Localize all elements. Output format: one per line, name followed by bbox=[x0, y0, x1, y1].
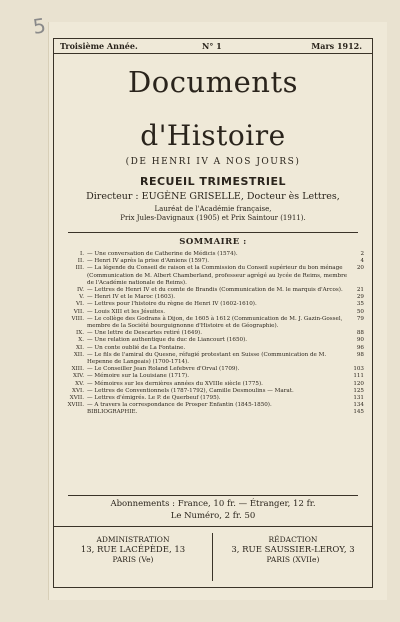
issue-header bbox=[54, 39, 372, 54]
toc-number: I. bbox=[80, 251, 84, 257]
toc-row bbox=[64, 381, 364, 388]
toc-number: IX. bbox=[76, 330, 84, 337]
toc-number: II. bbox=[77, 258, 84, 265]
toc-page: 111 bbox=[353, 373, 364, 380]
toc-number: VIII. bbox=[71, 315, 84, 322]
divider bbox=[54, 526, 372, 527]
toc-number: VI. bbox=[75, 301, 84, 308]
toc-page: 21 bbox=[356, 287, 364, 294]
toc-page: 90 bbox=[356, 337, 364, 344]
toc-row bbox=[64, 402, 364, 409]
sommaire-title: SOMMAIRE : bbox=[179, 237, 247, 247]
toc-title: — Un conte oublié de La Fontaine. bbox=[87, 344, 186, 351]
toc-row bbox=[64, 337, 364, 344]
administration-city: PARIS (Ve) bbox=[112, 555, 154, 564]
toc-page: 20 bbox=[356, 265, 364, 272]
toc-title: — Le collège des Godrans à Dijon, de 1605 à 1612 (Communication de M. J. Gazin-Gossel, membre de la Société bourguignonne d'Histoire et de Géographie). bbox=[87, 315, 343, 330]
toc-page: 134 bbox=[353, 402, 364, 409]
toc-title: — Mémoires sur les dernières années du XVIIIe siècle (1775). bbox=[87, 380, 263, 387]
toc-title: — Henri IV et le Maroc (1603). bbox=[87, 294, 176, 301]
laureate-block bbox=[54, 205, 372, 223]
director-line: Directeur : EUGÈNE GRISELLE, Docteur ès Lettres, bbox=[86, 191, 340, 202]
toc-title: — Lettres de Henri IV et du comte de Brandis (Communication de M. le marquis d'Arcos). bbox=[87, 287, 343, 294]
redaction-title: RÉDACTION bbox=[268, 535, 318, 544]
toc-number: XVI. bbox=[71, 387, 84, 394]
toc-title: — Le fils de l'amiral du Quesne, réfugié protestant en Suisse (Communication de M. Hepenne de Langeais) (1700-1714). bbox=[87, 351, 327, 366]
subscription-prices: Abonnements : France, 10 fr. — Étranger, 12 fr. bbox=[110, 499, 316, 509]
toc-number: XII. bbox=[73, 351, 84, 358]
laureate-line-2: Prix Jules-Davignaux (1905) et Prix Saintour (1911). bbox=[120, 214, 306, 222]
toc-page: 103 bbox=[353, 366, 364, 373]
toc-title: — Une relation authentique du duc de Liancourt (1650). bbox=[87, 337, 248, 344]
divider bbox=[68, 495, 358, 496]
toc-row bbox=[64, 373, 364, 380]
toc-title: — Lettres pour l'histoire du règne de Henri IV (1602-1610). bbox=[87, 301, 257, 308]
redaction-address bbox=[214, 535, 372, 565]
toc-title: — Une lettre de Descartes retiré (1649). bbox=[87, 330, 202, 337]
recueil-label: RECUEIL TRIMESTRIEL bbox=[140, 175, 286, 188]
subtitle: (DE HENRI IV A NOS JOURS) bbox=[125, 157, 301, 167]
toc-number: XIII. bbox=[71, 366, 84, 373]
cover-frame bbox=[53, 38, 373, 588]
toc-page: 35 bbox=[356, 301, 364, 308]
toc-title: — Une conversation de Catherine de Médicis (1574). bbox=[87, 251, 238, 257]
toc-title: — A travers la correspondance de Prosper Enfantin (1845-1850). bbox=[87, 402, 272, 409]
toc-row bbox=[64, 301, 364, 308]
handwritten-mark: 5 bbox=[31, 13, 48, 39]
toc-number: V. bbox=[79, 294, 84, 301]
redaction-street: 3, RUE SAUSSIER-LEROY, 3 bbox=[231, 545, 355, 555]
toc-row bbox=[64, 352, 364, 366]
issue-year: Troisième Année. bbox=[60, 41, 138, 51]
toc-page: 98 bbox=[356, 351, 364, 358]
administration-street: 13, RUE LACÉPÈDE, 13 bbox=[80, 545, 186, 555]
title-documents: Documents bbox=[127, 65, 298, 99]
toc-page: 120 bbox=[353, 380, 364, 387]
address-divider bbox=[212, 533, 213, 581]
toc-title: — Lettres d'émigrés. Le P. de Querbeuf (1795). bbox=[87, 395, 221, 402]
toc-number: XIV. bbox=[72, 373, 84, 380]
toc-number: XVIII. bbox=[67, 402, 84, 409]
toc-page: 88 bbox=[356, 330, 364, 337]
toc-number: XV. bbox=[75, 380, 84, 387]
toc-page: 4 bbox=[360, 258, 364, 265]
toc-title: — Lettres de Conventionnels (1787-1792), Camille Desmoulins — Marat. bbox=[87, 387, 294, 394]
toc-title: — Mémoire sur la Louisiane (1717). bbox=[87, 373, 189, 380]
toc-number: III. bbox=[75, 265, 84, 272]
table-of-contents bbox=[64, 251, 364, 417]
toc-row bbox=[64, 345, 364, 352]
title-histoire: d'Histoire bbox=[140, 119, 286, 152]
toc-row bbox=[64, 309, 364, 316]
toc-number: XVII. bbox=[69, 395, 84, 402]
toc-page: 50 bbox=[356, 308, 364, 315]
toc-title: — Henri IV après la prise d'Amiens (1597). bbox=[87, 258, 210, 265]
laureate-line-1: Lauréat de l'Académie française, bbox=[154, 205, 272, 213]
toc-title: — Le Conseiller Jean Roland Lefebvre d'Orval (1709). bbox=[87, 366, 240, 373]
toc-title: — La légende du Conseil de raison et la Commission du Conseil supérieur du bon ménage (Communication de M. Albert Chamberland, professeur agrégé au lycée de Reims, membre de l'Académie nationale de Reims). bbox=[87, 265, 348, 286]
toc-page: 29 bbox=[356, 294, 364, 301]
administration-title: ADMINISTRATION bbox=[96, 535, 170, 544]
toc-page: 125 bbox=[353, 387, 364, 394]
toc-row bbox=[64, 265, 364, 287]
toc-page: 79 bbox=[356, 315, 364, 322]
toc-page: 2 bbox=[360, 251, 364, 257]
toc-number: IV. bbox=[76, 287, 84, 294]
toc-row bbox=[64, 316, 364, 330]
issue-number: N° 1 bbox=[202, 41, 222, 51]
issue-date: Mars 1912. bbox=[311, 41, 362, 51]
issue-price: Le Numéro, 2 fr. 50 bbox=[170, 511, 256, 521]
toc-page: 131 bbox=[353, 395, 364, 402]
redaction-city: PARIS (XVIIe) bbox=[266, 555, 320, 564]
toc-title: — Louis XIII et les Jésuites. bbox=[87, 308, 165, 315]
toc-row bbox=[64, 388, 364, 395]
divider bbox=[68, 232, 358, 233]
toc-page: 96 bbox=[356, 344, 364, 351]
toc-number: VII. bbox=[73, 308, 84, 315]
toc-title: BIBLIOGRAPHIE. bbox=[87, 409, 138, 416]
administration-address bbox=[54, 535, 212, 565]
toc-page: 145 bbox=[353, 409, 364, 416]
toc-row bbox=[64, 409, 364, 416]
toc-number: XI. bbox=[76, 344, 84, 351]
toc-number: X. bbox=[78, 337, 84, 344]
